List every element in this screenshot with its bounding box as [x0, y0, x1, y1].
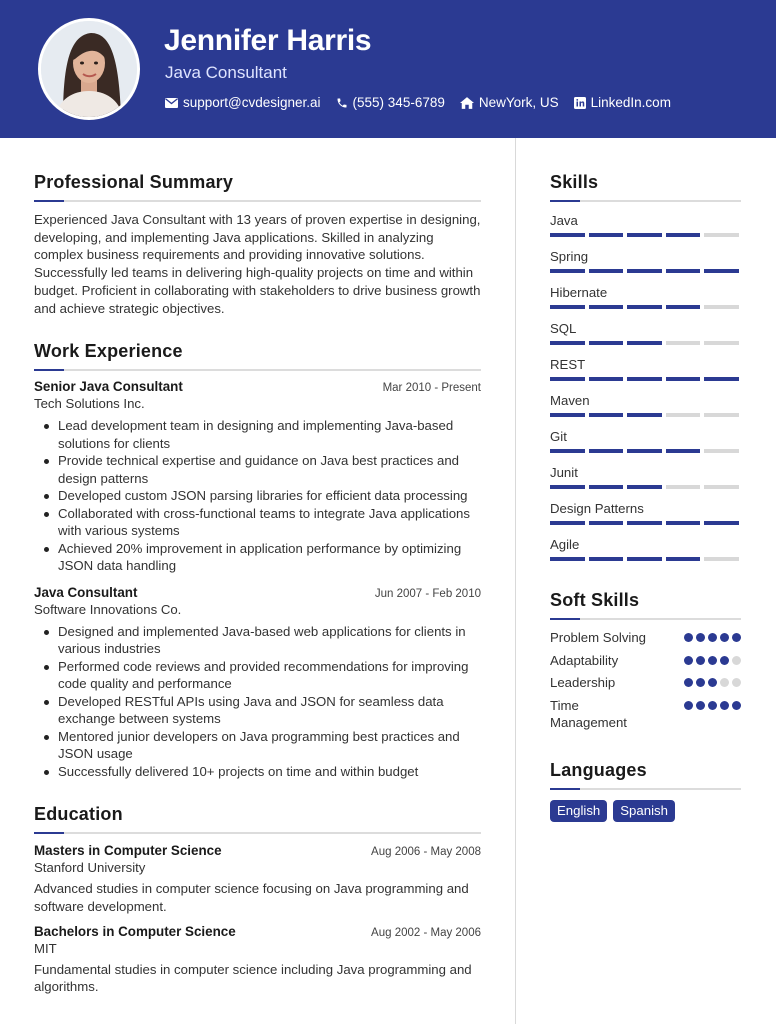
skill-level-segment — [550, 413, 585, 417]
list-item: Lead development team in designing and implementing Java-based solutions for clients — [34, 417, 481, 452]
language-badge: English — [550, 800, 607, 822]
school: Stanford University — [34, 860, 146, 876]
skill-level-segment — [589, 413, 624, 417]
education-dates: Aug 2002 - May 2006 — [371, 926, 481, 939]
candidate-name: Jennifer Harris — [164, 24, 372, 57]
side-column — [550, 172, 741, 822]
contact-email[interactable] — [165, 95, 321, 110]
summary-text: Experienced Java Consultant with 13 years of proven expertise in designing, developing, and implementing Java applications. Skilled in analyzing complex business requirements and providing innovative solutions. Successfully led teams in delivering high-quality projects on time and within budget. Proficient in collaborating with stakeholders to drive business growth and achieve strategic objectives. — [34, 212, 481, 316]
contact-email-text: support@cvdesigner.ai — [183, 95, 321, 110]
job-company: Software Innovations Co. — [34, 601, 182, 617]
soft-skill-name: Adaptability — [550, 652, 619, 668]
rating-dot — [708, 656, 717, 665]
skill-level-segment — [666, 305, 701, 309]
soft-skill-name: Leadership — [550, 675, 616, 690]
skill-level-segment — [666, 485, 701, 489]
rating-dot — [708, 701, 717, 710]
skill-level-segment — [550, 485, 585, 489]
rating-dot — [684, 656, 693, 665]
job-dates: Jun 2007 - Feb 2010 — [374, 587, 481, 600]
skill-level-segment — [550, 377, 585, 381]
skills-list — [550, 213, 741, 561]
contact-location-text: NewYork, US — [478, 95, 559, 110]
skill-level-bar — [550, 341, 741, 345]
skill-level-segment — [589, 233, 624, 237]
list-item: Provide technical expertise and guidance on Java best practices and design patterns — [34, 452, 481, 487]
skill-name: SQL — [550, 321, 577, 336]
skill-level-segment — [627, 341, 662, 345]
rating-dot — [720, 678, 729, 687]
list-item: Collaborated with cross-functional teams to integrate Java applications with various systems — [34, 505, 481, 540]
soft-skill-rating — [681, 633, 741, 642]
skill-name: Design Patterns — [550, 501, 644, 516]
skill-level-segment — [627, 413, 662, 417]
skill-item — [550, 321, 741, 345]
soft-skill-item — [550, 674, 741, 692]
rating-dot — [720, 701, 729, 710]
skill-level-segment — [627, 485, 662, 489]
skill-name: Git — [550, 429, 567, 444]
skill-level-segment — [589, 269, 624, 273]
skill-item — [550, 213, 741, 237]
skill-level-bar — [550, 305, 741, 309]
contact-bar — [165, 95, 686, 110]
skill-level-segment — [627, 449, 662, 453]
contact-phone[interactable] — [336, 95, 445, 110]
skill-name: Hibernate — [550, 285, 608, 300]
rating-dot — [684, 701, 693, 710]
job-entry — [34, 379, 481, 575]
job-bullets — [34, 623, 481, 781]
skill-name: Java — [550, 213, 578, 228]
soft-skill-rating — [681, 656, 741, 665]
main-column — [34, 172, 481, 996]
job-role: Senior Java Consultant — [34, 379, 183, 395]
soft-skill-item — [550, 697, 741, 732]
skill-level-segment — [704, 485, 739, 489]
skill-level-bar — [550, 521, 741, 525]
job-company: Tech Solutions Inc. — [34, 396, 145, 412]
job-dates: Mar 2010 - Present — [382, 382, 481, 395]
skill-level-segment — [627, 521, 662, 525]
phone-icon — [336, 97, 348, 109]
skill-level-segment — [627, 377, 662, 381]
rating-dot — [720, 656, 729, 665]
candidate-title: Java Consultant — [165, 63, 287, 82]
skill-level-segment — [550, 233, 585, 237]
rating-dot — [708, 633, 717, 642]
contact-linkedin-text: LinkedIn.com — [590, 95, 671, 110]
skill-level-segment — [550, 449, 585, 453]
soft-skills-heading: Soft Skills — [550, 590, 640, 610]
profile-photo-image — [41, 21, 137, 117]
skill-item — [550, 357, 741, 381]
languages-section — [550, 760, 741, 822]
resume-header — [0, 0, 776, 138]
list-item: Designed and implemented Java-based web applications for clients in various industries — [34, 623, 481, 658]
soft-skill-name: Problem Solving — [550, 630, 647, 645]
education-description: Fundamental studies in computer science including Java programming and algorithms. — [34, 961, 472, 995]
rating-dot — [696, 656, 705, 665]
school: MIT — [34, 940, 57, 956]
skill-item — [550, 249, 741, 273]
job-role: Java Consultant — [34, 584, 138, 600]
skill-level-bar — [550, 233, 741, 237]
skill-level-bar — [550, 557, 741, 561]
skill-level-segment — [589, 377, 624, 381]
rating-dot — [696, 701, 705, 710]
soft-skill-rating — [681, 678, 741, 687]
list-item: Developed custom JSON parsing libraries for efficient data processing — [34, 487, 481, 505]
envelope-icon — [165, 98, 178, 108]
languages-list — [550, 800, 741, 822]
degree: Bachelors in Computer Science — [34, 923, 236, 939]
skill-level-segment — [666, 521, 701, 525]
languages-heading: Languages — [550, 759, 647, 780]
soft-skill-item — [550, 629, 741, 647]
experience-heading: Work Experience — [34, 341, 183, 362]
skill-level-segment — [589, 557, 624, 561]
skill-level-segment — [704, 341, 739, 345]
job-bullets — [34, 417, 481, 575]
skill-level-segment — [589, 485, 624, 489]
contact-linkedin[interactable] — [574, 95, 671, 110]
section-divider — [34, 832, 481, 834]
soft-skill-rating — [681, 701, 741, 710]
skill-level-segment — [627, 305, 662, 309]
skill-level-segment — [589, 449, 624, 453]
skill-level-bar — [550, 269, 741, 273]
job-entry — [34, 585, 481, 781]
list-item: Successfully delivered 10+ projects on time and within budget — [34, 763, 481, 781]
rating-dot — [696, 633, 705, 642]
education-heading: Education — [34, 804, 123, 825]
home-icon — [460, 97, 474, 109]
skill-level-bar — [550, 449, 741, 453]
skill-level-segment — [704, 233, 739, 237]
section-divider — [34, 369, 481, 371]
skills-section — [550, 172, 741, 561]
skill-level-segment — [704, 269, 739, 273]
skill-name: Junit — [550, 465, 578, 480]
rating-dot — [732, 701, 741, 710]
skills-heading: Skills — [550, 172, 599, 192]
contact-phone-text: (555) 345-6789 — [352, 95, 445, 110]
list-item: Mentored junior developers on Java programming best practices and JSON usage — [34, 728, 481, 763]
rating-dot — [696, 678, 705, 687]
rating-dot — [708, 678, 717, 687]
contact-location — [460, 95, 559, 110]
education-description: Advanced studies in computer science focusing on Java programming and software development. — [34, 881, 469, 914]
skill-item — [550, 429, 741, 453]
education-entry — [34, 924, 481, 996]
skill-level-bar — [550, 485, 741, 489]
skill-level-segment — [704, 305, 739, 309]
soft-skills-section — [550, 590, 741, 732]
soft-skill-name: Time Management — [550, 697, 627, 730]
soft-skills-list — [550, 629, 741, 732]
language-badge: Spanish — [613, 800, 675, 822]
skill-item — [550, 393, 741, 417]
list-item: Performed code reviews and provided recommendations for improving code quality and performance — [34, 658, 481, 693]
skill-level-segment — [704, 377, 739, 381]
education-entry — [34, 843, 481, 915]
skill-level-segment — [666, 341, 701, 345]
skill-level-segment — [550, 557, 585, 561]
rating-dot — [732, 678, 741, 687]
skill-name: REST — [550, 357, 586, 372]
skill-item — [550, 465, 741, 489]
skill-level-segment — [666, 449, 701, 453]
skill-level-segment — [550, 521, 585, 525]
rating-dot — [732, 633, 741, 642]
skill-level-segment — [704, 449, 739, 453]
education-dates: Aug 2006 - May 2008 — [371, 846, 481, 859]
list-item: Developed RESTful APIs using Java and JSON for seamless data exchange between systems — [34, 693, 481, 728]
skill-level-segment — [627, 269, 662, 273]
skill-name: Agile — [550, 537, 580, 552]
column-divider — [515, 138, 516, 1024]
rating-dot — [684, 678, 693, 687]
rating-dot — [720, 633, 729, 642]
skill-level-segment — [704, 557, 739, 561]
skill-level-segment — [666, 269, 701, 273]
rating-dot — [732, 656, 741, 665]
section-divider — [550, 618, 741, 620]
skill-item — [550, 285, 741, 309]
degree: Masters in Computer Science — [34, 843, 222, 859]
section-divider — [34, 200, 481, 202]
skill-level-segment — [550, 269, 585, 273]
soft-skill-item — [550, 652, 741, 670]
skill-level-segment — [704, 413, 739, 417]
skill-level-segment — [704, 521, 739, 525]
skill-level-segment — [627, 233, 662, 237]
skill-level-bar — [550, 377, 741, 381]
skill-level-segment — [589, 521, 624, 525]
education-section — [34, 804, 481, 996]
skill-level-segment — [550, 341, 585, 345]
section-divider — [550, 788, 741, 790]
rating-dot — [684, 633, 693, 642]
skill-level-segment — [666, 557, 701, 561]
linkedin-icon — [574, 97, 586, 109]
skill-level-segment — [550, 305, 585, 309]
skill-name: Maven — [550, 393, 590, 408]
skill-level-segment — [589, 341, 624, 345]
section-divider — [550, 200, 741, 202]
skill-level-bar — [550, 413, 741, 417]
skill-level-segment — [666, 377, 701, 381]
skill-level-segment — [666, 233, 701, 237]
experience-section — [34, 341, 481, 780]
skill-name: Spring — [550, 249, 589, 264]
summary-heading: Professional Summary — [34, 172, 234, 192]
summary-section — [34, 172, 481, 317]
skill-item — [550, 501, 741, 525]
profile-photo — [38, 18, 140, 120]
skill-level-segment — [666, 413, 701, 417]
list-item: Achieved 20% improvement in application performance by optimizing JSON data handling — [34, 540, 481, 575]
skill-level-segment — [627, 557, 662, 561]
skill-level-segment — [589, 305, 624, 309]
skill-item — [550, 537, 741, 561]
